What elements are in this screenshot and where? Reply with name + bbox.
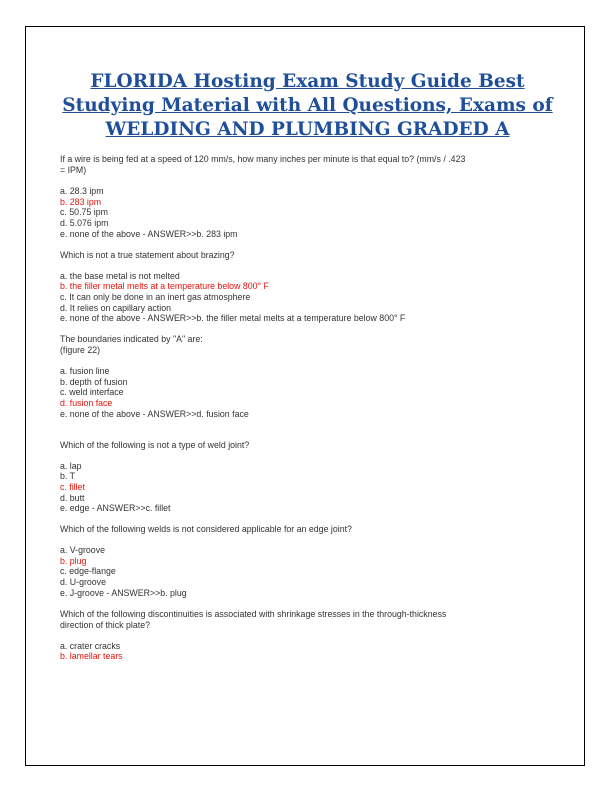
title-line: FLORIDA Hosting Exam Study Guide Best — [90, 71, 525, 92]
question-4 — [60, 440, 555, 515]
option-e-answer: e. none of the above - ANSWER>>b. the filler metal melts at a temperature below 800° F — [60, 313, 406, 324]
question-text — [60, 154, 555, 176]
option-d: d. butt — [60, 492, 85, 503]
option-a: a. the base metal is not melted — [60, 270, 180, 281]
option-d: d. 5.076 ipm — [60, 218, 109, 229]
question-line: Which is not a true statement about brazing? — [60, 249, 235, 260]
option-a: a. crater cracks — [60, 640, 121, 651]
option-a: a. fusion line — [60, 366, 110, 377]
answer-options — [60, 545, 555, 599]
option-c: c. 50.75 ipm — [60, 207, 108, 218]
question-line: = IPM) — [60, 165, 87, 175]
question-text — [60, 250, 555, 261]
title-line: Studying Material with All Questions, Exams of — [62, 95, 553, 116]
option-e-answer: e. edge - ANSWER>>c. fillet — [60, 503, 171, 514]
question-line: Which of the following is not a type of weld joint? — [60, 439, 250, 450]
option-b-correct: b. the filler metal melts at a temperature below 800° F — [60, 281, 269, 292]
option-c: c. edge-flange — [60, 566, 116, 577]
question-text — [60, 440, 555, 451]
question-line: Which of the following discontinuities is associated with shrinkage stresses in the through-thickness — [60, 608, 447, 619]
question-line: (figure 22) — [60, 345, 101, 356]
question-line: The boundaries indicated by "A" are: — [60, 334, 203, 345]
option-b-correct: b. lamellar tears — [60, 651, 123, 662]
question-line: Which of the following welds is not considered applicable for an edge joint? — [60, 524, 352, 535]
question-text — [60, 524, 555, 535]
answer-options — [60, 641, 555, 662]
question-text — [60, 609, 555, 631]
option-e-answer: e. none of the above - ANSWER>>d. fusion face — [60, 408, 249, 419]
option-a: a. 28.3 ipm — [60, 186, 104, 196]
question-line: direction of thick plate? — [60, 619, 150, 630]
answer-options — [60, 271, 555, 325]
question-5 — [60, 524, 555, 599]
option-c-correct: c. fillet — [60, 481, 85, 492]
option-a: a. lap — [60, 460, 82, 471]
question-line: If a wire is being fed at a speed of 120 mm/s, how many inches per minute is that equal to? (mm/s / .423 — [60, 154, 466, 164]
title-line: WELDING AND PLUMBING GRADED A — [105, 119, 510, 140]
question-3 — [60, 334, 555, 420]
answer-options — [60, 461, 555, 515]
option-e-answer: e. none of the above - ANSWER>>b. 283 ipm — [60, 228, 238, 239]
document-title — [60, 70, 555, 142]
spacer — [60, 430, 555, 440]
option-d: d. It relies on capillary action — [60, 302, 171, 313]
option-d-correct: d. fusion face — [60, 398, 113, 409]
question-text — [60, 334, 555, 356]
question-1 — [60, 154, 555, 240]
answer-options — [60, 186, 555, 240]
question-6 — [60, 609, 555, 662]
option-b-correct: b. 283 ipm — [60, 196, 102, 207]
question-2 — [60, 250, 555, 325]
option-d: d. U-groove — [60, 577, 106, 588]
option-c: c. It can only be done in an inert gas atmosphere — [60, 291, 251, 302]
option-a: a. V-groove — [60, 545, 105, 556]
option-b: b. T — [60, 471, 75, 482]
option-c: c. weld interface — [60, 387, 124, 398]
answer-options — [60, 366, 555, 420]
document-body — [60, 70, 555, 672]
option-e-answer: e. J-groove - ANSWER>>b. plug — [60, 587, 187, 598]
option-b: b. depth of fusion — [60, 376, 128, 387]
option-b-correct: b. plug — [60, 555, 87, 566]
